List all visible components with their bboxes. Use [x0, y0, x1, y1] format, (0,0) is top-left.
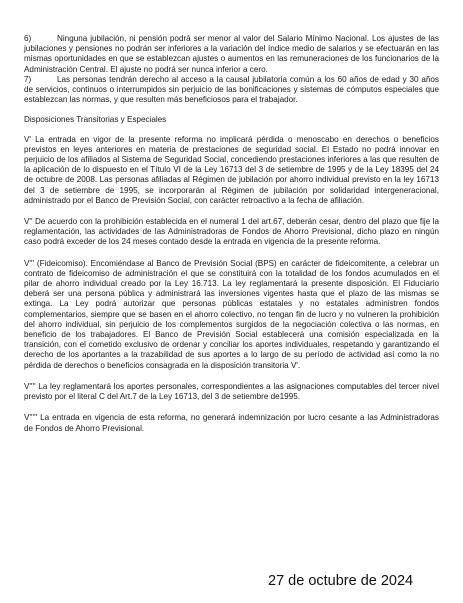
item-7-number: 7): [24, 74, 32, 84]
item-7: [24, 75, 439, 106]
section-heading: Disposiciones Transitorias y Especiales: [24, 115, 167, 125]
document-body: [24, 34, 439, 434]
provision-v3: V''' (Fideicomiso). Encomiéndase al Banco de Previsión Social (BPS) en carácter de fideicomitente, a celebrar un contrato de fideicomiso de administración el que se constituirá con la totalidad de los fondos acumulados en el pilar de ahorro individual creado por la Ley 16.713. La ley reglamentará la presente disposición. El Fiduciario deberá ser una persona pública y administrará las inversiones vigentes hasta que el plazo de las mismas se extinga. La Ley podrá autorizar que personas públicas estatales y no estatales administren fondos complementarios, siempre que se basen en el ahorro colectivo, no tengan fin de lucro y no vulneren la prohibición del ahorro individual, sin perjuicio de los complementos surgidos de la negociación colectiva o las normas, en beneficio de los trabajadores. El Banco de Previsión Social establecerá una comisión especializada en la transición, con el cometido exclusivo de ordenar y conciliar los aportes individuales, respetando y garantizando el derecho de los aportantes a la trazabilidad de sus aportes a lo largo de su período de actividad así como la no pérdida de derechos o beneficios consagrada en la disposición transitoria V'.: [24, 258, 439, 370]
provision-v5: V''''' La entrada en vigencia de esta reforma, no generará indemnización por lucro cesante a las Administradoras de Fondos de Ahorro Previsional.: [24, 413, 439, 433]
provision-v2: V'' De acuerdo con la prohibición establecida en el numeral 1 del art.67, deberán cesar, dentro del plazo que fije la reglamentación, las actividades de las Administradoras de Fondos de Ahorro Previsional, dicho plazo en ningún caso podrá exceder de los 24 meses contado desde la entrada en vigencia de la presente reforma.: [24, 217, 439, 247]
item-6-number: 6): [24, 34, 32, 43]
provision-v4: V'''' La ley reglamentará los aportes personales, correspondientes a las asignaciones computables del tercer nivel previsto por el literal C del Art.7 de la Ley 16713, del 3 de setiembre de1995.: [24, 381, 439, 402]
provision-v1: V' La entrada en vigor de la presente reforma no implicará pérdida o menoscabo en derechos o beneficios previstos en leyes anteriores en materia de prestaciones de seguridad social. El Estado no podrá innovar en perjuicio de los afiliados al Sistema de Seguridad Social, concediendo prestaciones inferiores a las que resulten de la aplicación de lo dispuesto en el Título VI de la Ley 16713 del 3 de setiembre de 1995 y de la Ley 18395 del 24 de octubre de 2008. Las personas afiliadas al Régimen de jubilación por ahorro individual previsto en la ley 16713 del 3 de setiembre de 1995, se incorporarán al Régimen de jubilación por solidaridad intergeneracional, administrado por el Banco de Previsión Social, con carácter retroactivo a la fecha de afiliación.: [24, 134, 439, 205]
item-7-text: Las personas tendrán derecho al acceso a la causal jubilatoria común a los 60 años de edad y 30 años de servicios, continuos o interrumpidos sin perjuicio de las bonificaciones y sistemas de cómputos especiales que establezcan las normas, y que resulten más beneficiosos para el trabajador.: [24, 74, 439, 105]
item-6: [24, 34, 439, 75]
item-6-text: Ninguna jubilación, ni pensión podrá ser menor al valor del Salario Mínimo Nacional. Los ajustes de las jubilaciones y pensiones no podrán ser inferiores a la variación del índice medio de salarios y se efectuarán en las mismas oportunidades en que se establezcan ajustes o aumentos en las remuneraciones de los funcionarios de la Administración Central. El ajuste no podrá ser nunca inferior a cero.: [24, 34, 439, 74]
document-date: 27 de octubre de 2024: [268, 573, 414, 589]
